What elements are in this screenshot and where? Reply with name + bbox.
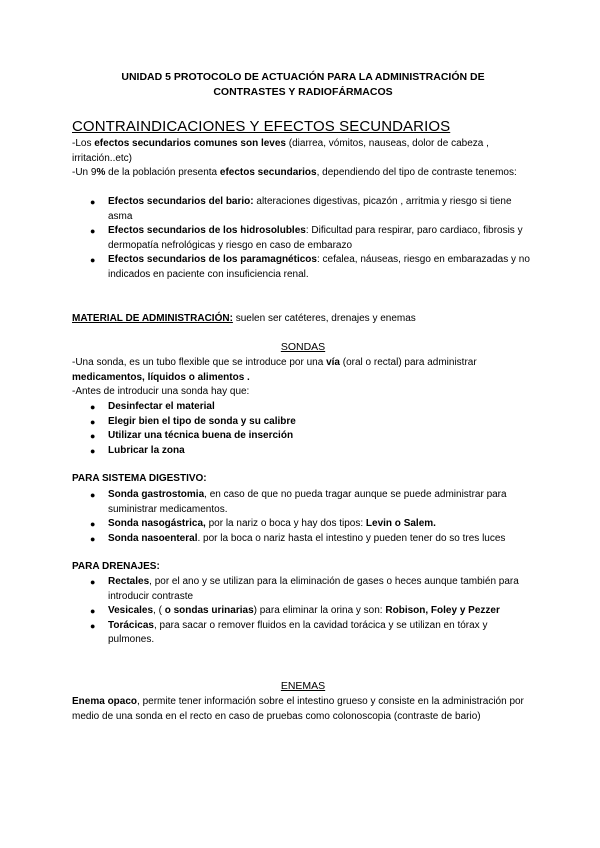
list-item: ● Torácicas, para sacar o remover fluidos en la cavidad torácica y se utilizan en tórax y pulmones. [90,619,488,645]
list-item: ● Efectos secundarios de los paramagnéticos: cefalea, náuseas, riesgo en embarazadas y no indicados en paciente con insuficiencia renal. [90,254,530,280]
bullet-icon: ● [90,226,96,236]
document-title [72,70,534,100]
drainage-list [72,575,534,648]
bullet-icon: ● [90,255,96,265]
enemas-heading: ENEMAS [280,680,326,692]
title-line-2: CONTRASTES Y RADIOFÁRMACOS [213,86,393,98]
digestive-heading: PARA SISTEMA DIGESTIVO: [72,473,207,484]
list-item: ● Sonda nasoenteral. por la boca o nariz hasta el intestino y pueden tener do so tres luces [72,532,534,547]
list-item: ● Efectos secundarios de los hidrosolubles: Dificultad para respirar, paro cardiaco, fibrosis y dermopatía nefrológicas y riesgo en caso de embarazo [90,225,523,251]
bullet-icon: ● [90,197,96,207]
list-item: ● Lubricar la zona [72,444,534,459]
list-item: ● Sonda nasogástrica, por la nariz o boca y hay dos tipos: Levin o Salem. [72,517,534,532]
title-line-1: UNIDAD 5 PROTOCOLO DE ACTUACIÓN PARA LA ADMINISTRACIÓN DE [121,71,485,83]
list-item: ● Sonda gastrostomia, en caso de que no pueda tragar aunque se puede administrar para suministrar medicamentos. [90,489,507,515]
contra-paragraph-1: -Los efectos secundarios comunes son leves (diarrea, vómitos, nauseas, dolor de cabeza , irritación..etc) [72,138,489,164]
side-effects-list [72,195,534,282]
sondas-steps-list [72,400,534,458]
list-item: ● Efectos secundarios del bario: alteraciones digestivas, picazón , arritmia y riesgo si tiene asma [90,196,512,222]
bullet-icon: ● [90,606,96,616]
contraindications-heading: CONTRAINDICACIONES Y EFECTOS SECUNDARIOS [72,118,451,135]
bullet-icon: ● [90,416,96,427]
sondas-heading: SONDAS [280,341,326,353]
list-item: ● Elegir bien el tipo de sonda y su calibre [72,415,534,430]
bullet-icon: ● [90,533,96,544]
bullet-icon: ● [90,445,96,456]
material-label: MATERIAL DE ADMINISTRACIÓN: [72,313,233,324]
list-item: ● Vesicales, ( o sondas urinarias) para eliminar la orina y son: Robison, Foley y Pezzer [72,604,534,619]
contra-paragraph-2: -Un 9% de la población presenta efectos secundarios, dependiendo del tipo de contraste tenemos: [72,167,517,178]
enemas-paragraph: Enema opaco, permite tener información sobre el intestino grueso y consiste en la administración por medio de una sonda en el recto en caso de pruebas como colonoscopia (contraste de bario) [72,696,524,722]
list-item: ● Utilizar una técnica buena de inserción [72,429,534,444]
list-item: ● Rectales, por el ano y se utilizan para la eliminación de gases o heces aunque también para introducir contraste [90,576,519,602]
digestive-list [72,488,534,546]
drainage-heading: PARA DRENAJES: [72,561,160,572]
bullet-icon: ● [90,431,96,441]
bullet-icon: ● [90,620,96,631]
bullet-icon: ● [90,519,96,529]
sondas-paragraph-1: -Una sonda, es un tubo flexible que se introduce por una vía (oral o rectal) para administrar medicamentos, líquidos o alimentos . [72,357,477,383]
material-paragraph: MATERIAL DE ADMINISTRACIÓN: suelen ser catéteres, drenajes y enemas [72,313,416,324]
sondas-paragraph-2: -Antes de introducir una sonda hay que: [72,386,250,397]
list-item: ● Desinfectar el material [72,400,534,415]
bullet-icon: ● [90,577,96,587]
bullet-icon: ● [90,490,96,500]
bullet-icon: ● [90,402,96,412]
